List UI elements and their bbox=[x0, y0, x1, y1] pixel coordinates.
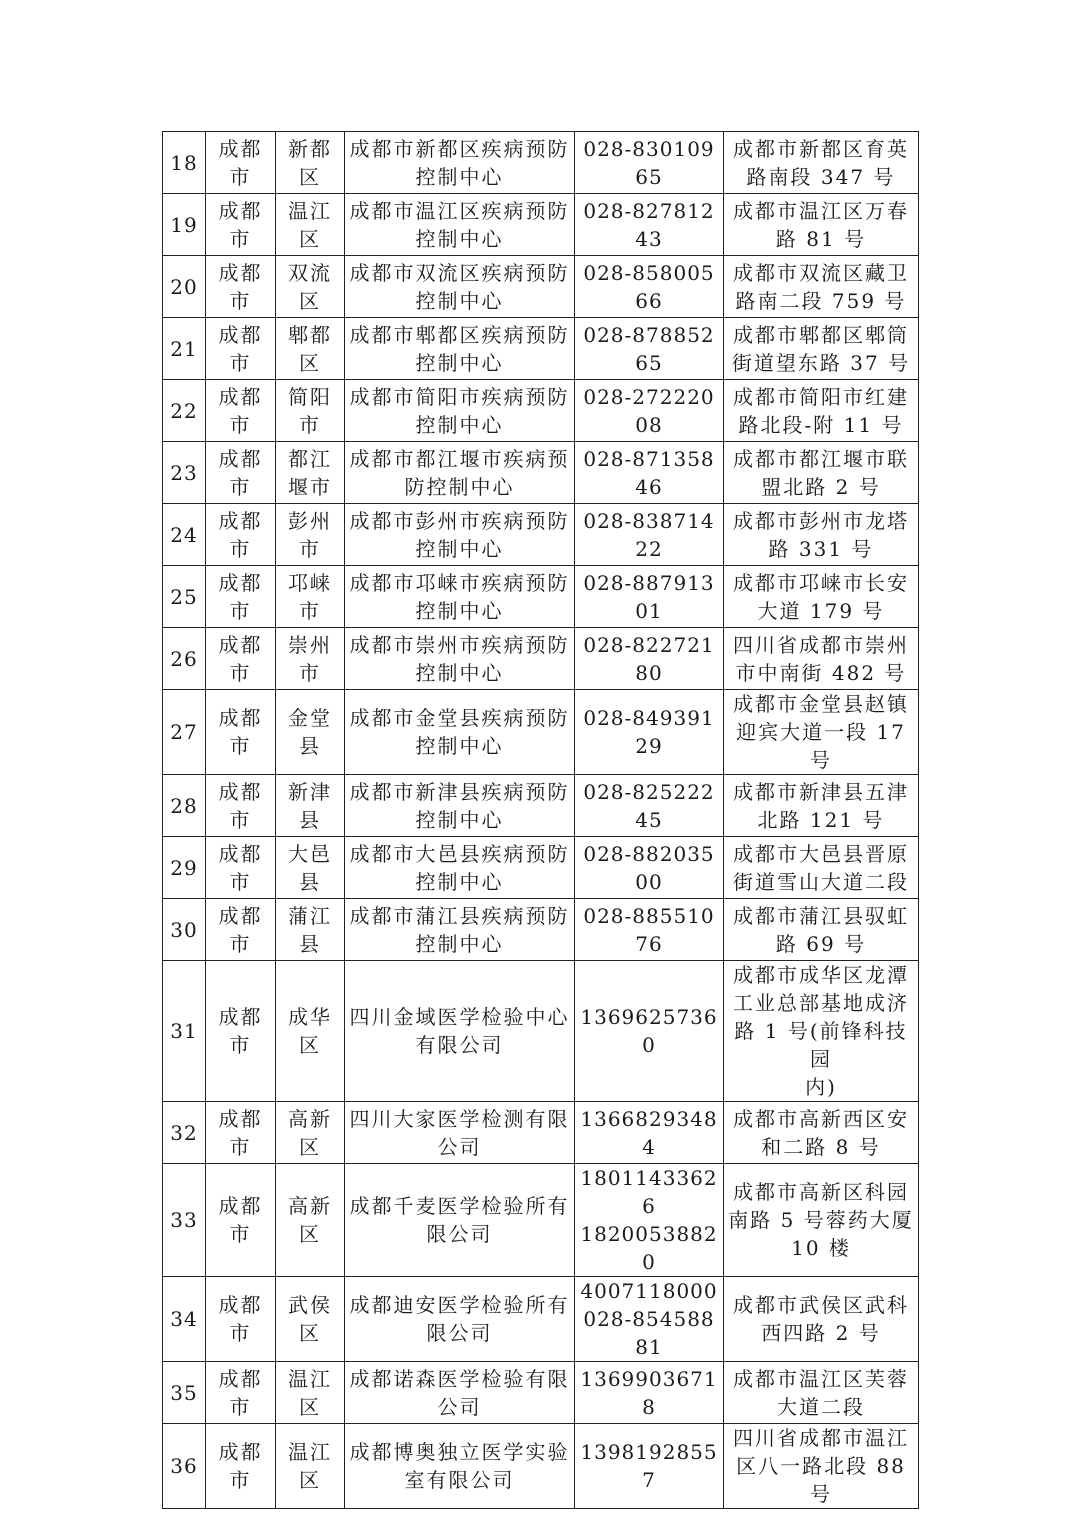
row-number: 22 bbox=[163, 380, 206, 442]
row-number: 24 bbox=[163, 504, 206, 566]
district-cell: 新都区 bbox=[276, 132, 345, 194]
address-line: 成都市温江区万春 bbox=[733, 198, 909, 223]
phone-cell bbox=[575, 961, 724, 1102]
organization-cell bbox=[345, 194, 575, 256]
row-number: 29 bbox=[163, 837, 206, 899]
city-cell: 成都市 bbox=[206, 504, 276, 566]
address-line: 北路 121 号 bbox=[757, 807, 885, 832]
table-row bbox=[163, 1424, 919, 1509]
phone-line: 028-85800566 bbox=[583, 260, 715, 313]
org-line: 成都市蒲江县疾病预防 bbox=[349, 903, 570, 928]
city-cell: 成都市 bbox=[206, 1362, 276, 1424]
address-cell bbox=[724, 194, 919, 256]
org-line: 限公司 bbox=[426, 1321, 493, 1345]
row-number: 34 bbox=[163, 1277, 206, 1362]
org-line: 四川大家医学检测有限 bbox=[349, 1106, 570, 1131]
org-line: 成都市郫都区疾病预防 bbox=[349, 322, 570, 347]
address-line: 路 331 号 bbox=[768, 536, 874, 561]
address-line: 四川省成都市崇州 bbox=[733, 632, 909, 657]
address-line: 成都市温江区芙蓉 bbox=[733, 1366, 909, 1391]
table-row bbox=[163, 690, 919, 775]
district-cell: 温江区 bbox=[276, 194, 345, 256]
org-line: 公司 bbox=[437, 1394, 482, 1419]
phone-line: 028-88791301 bbox=[583, 570, 715, 623]
organization-cell bbox=[345, 504, 575, 566]
district-cell: 武侯区 bbox=[276, 1277, 345, 1362]
district-cell: 崇州市 bbox=[276, 628, 345, 690]
organization-cell bbox=[345, 961, 575, 1102]
district-cell: 温江区 bbox=[276, 1424, 345, 1509]
org-line: 控制中心 bbox=[415, 350, 504, 375]
address-cell bbox=[724, 318, 919, 380]
address-line: 成都市邛崃市长安 bbox=[733, 570, 909, 595]
address-line: 成都市新都区育英 bbox=[733, 136, 909, 161]
org-line: 控制中心 bbox=[415, 734, 504, 758]
row-number: 33 bbox=[163, 1164, 206, 1277]
address-line: 成都市成华区龙潭 bbox=[733, 963, 909, 987]
organization-cell bbox=[345, 318, 575, 380]
city-cell: 成都市 bbox=[206, 690, 276, 775]
phone-line: 028-84939129 bbox=[583, 706, 715, 758]
row-number: 35 bbox=[163, 1362, 206, 1424]
row-number: 32 bbox=[163, 1102, 206, 1164]
row-number: 19 bbox=[163, 194, 206, 256]
organization-cell bbox=[345, 1102, 575, 1164]
org-line: 有限公司 bbox=[415, 1033, 504, 1057]
city-cell: 成都市 bbox=[206, 566, 276, 628]
row-number: 27 bbox=[163, 690, 206, 775]
phone-cell bbox=[575, 628, 724, 690]
city-cell: 成都市 bbox=[206, 1102, 276, 1164]
address-line: 迎宾大道一段 17 号 bbox=[736, 720, 906, 772]
phone-cell bbox=[575, 194, 724, 256]
phone-line: 028-82781243 bbox=[583, 198, 715, 251]
table-row bbox=[163, 132, 919, 194]
address-line: 路 81 号 bbox=[775, 226, 867, 251]
phone-line: 028-87135846 bbox=[583, 446, 715, 499]
address-cell bbox=[724, 961, 919, 1102]
phone-line: 18200538820 bbox=[580, 1222, 718, 1274]
phone-line: 028-88203500 bbox=[583, 841, 715, 894]
phone-line: 028-27222008 bbox=[583, 384, 715, 437]
address-cell bbox=[724, 1362, 919, 1424]
row-number: 21 bbox=[163, 318, 206, 380]
district-cell: 双流区 bbox=[276, 256, 345, 318]
row-number: 28 bbox=[163, 775, 206, 837]
org-line: 防控制中心 bbox=[404, 474, 515, 499]
address-line: 成都市郫都区郫筒 bbox=[733, 322, 909, 347]
address-line: 成都市金堂县赵镇 bbox=[733, 692, 909, 716]
org-line: 控制中心 bbox=[415, 931, 504, 956]
district-cell: 高新区 bbox=[276, 1164, 345, 1277]
district-cell: 邛崃市 bbox=[276, 566, 345, 628]
org-line: 成都诺森医学检验有限 bbox=[349, 1366, 570, 1391]
table-row bbox=[163, 566, 919, 628]
table-row bbox=[163, 1102, 919, 1164]
address-line: 成都市高新西区安 bbox=[733, 1106, 909, 1131]
org-line: 成都市新津县疾病预防 bbox=[349, 779, 570, 804]
address-line: 成都市彭州市龙塔 bbox=[733, 508, 909, 533]
phone-line: 028-88551076 bbox=[583, 903, 715, 956]
table-row bbox=[163, 194, 919, 256]
row-number: 36 bbox=[163, 1424, 206, 1509]
table-row bbox=[163, 442, 919, 504]
phone-cell bbox=[575, 837, 724, 899]
org-line: 控制中心 bbox=[415, 288, 504, 313]
table-row bbox=[163, 961, 919, 1102]
district-cell: 大邑县 bbox=[276, 837, 345, 899]
table-row bbox=[163, 380, 919, 442]
city-cell: 成都市 bbox=[206, 194, 276, 256]
address-cell bbox=[724, 1102, 919, 1164]
organization-cell bbox=[345, 628, 575, 690]
table-row bbox=[163, 628, 919, 690]
district-cell: 温江区 bbox=[276, 1362, 345, 1424]
address-cell bbox=[724, 1277, 919, 1362]
org-line: 控制中心 bbox=[415, 164, 504, 189]
address-cell bbox=[724, 442, 919, 504]
address-line: 成都市新津县五津 bbox=[733, 779, 909, 804]
org-line: 成都市金堂县疾病预防 bbox=[349, 706, 570, 730]
org-line: 限公司 bbox=[426, 1222, 493, 1246]
address-cell bbox=[724, 775, 919, 837]
address-cell bbox=[724, 628, 919, 690]
phone-line: 028-85458881 bbox=[583, 1307, 715, 1359]
address-line: 10 楼 bbox=[791, 1236, 851, 1260]
address-line: 成都市高新区科园 bbox=[733, 1180, 909, 1204]
phone-cell bbox=[575, 380, 724, 442]
address-line: 成都市武侯区武科 bbox=[733, 1293, 909, 1317]
row-number: 25 bbox=[163, 566, 206, 628]
address-line: 成都市双流区藏卫 bbox=[733, 260, 909, 285]
organization-cell bbox=[345, 442, 575, 504]
org-line: 控制中心 bbox=[415, 536, 504, 561]
city-cell: 成都市 bbox=[206, 442, 276, 504]
address-line: 四川省成都市温江 bbox=[733, 1426, 909, 1450]
city-cell: 成都市 bbox=[206, 775, 276, 837]
address-line: 市中南街 482 号 bbox=[735, 660, 907, 685]
phone-cell bbox=[575, 566, 724, 628]
city-cell: 成都市 bbox=[206, 318, 276, 380]
organization-cell bbox=[345, 690, 575, 775]
address-line: 街道雪山大道二段 bbox=[733, 869, 909, 894]
address-line: 和二路 8 号 bbox=[761, 1134, 881, 1159]
table-row bbox=[163, 899, 919, 961]
org-line: 室有限公司 bbox=[404, 1468, 515, 1492]
district-cell: 简阳市 bbox=[276, 380, 345, 442]
city-cell: 成都市 bbox=[206, 256, 276, 318]
district-cell: 金堂县 bbox=[276, 690, 345, 775]
district-cell: 蒲江县 bbox=[276, 899, 345, 961]
city-cell: 成都市 bbox=[206, 837, 276, 899]
address-cell bbox=[724, 566, 919, 628]
address-cell bbox=[724, 899, 919, 961]
phone-line: 028-82522245 bbox=[583, 779, 715, 832]
phone-cell bbox=[575, 899, 724, 961]
org-line: 成都市大邑县疾病预防 bbox=[349, 841, 570, 866]
org-line: 成都市新都区疾病预防 bbox=[349, 136, 570, 161]
city-cell: 成都市 bbox=[206, 961, 276, 1102]
address-line: 路南二段 759 号 bbox=[735, 288, 907, 313]
address-line: 区八一路北段 88 号 bbox=[736, 1454, 906, 1506]
phone-line: 18011433626 bbox=[580, 1166, 718, 1218]
phone-cell bbox=[575, 442, 724, 504]
address-line: 成都市简阳市红建 bbox=[733, 384, 909, 409]
table-row bbox=[163, 256, 919, 318]
organization-cell bbox=[345, 1277, 575, 1362]
district-cell: 彭州市 bbox=[276, 504, 345, 566]
address-line: 盟北路 2 号 bbox=[761, 474, 881, 499]
row-number: 31 bbox=[163, 961, 206, 1102]
district-cell: 新津县 bbox=[276, 775, 345, 837]
org-line: 控制中心 bbox=[415, 412, 504, 437]
organization-cell bbox=[345, 1164, 575, 1277]
address-line: 路北段-附 11 号 bbox=[738, 412, 904, 437]
org-line: 成都迪安医学检验所有 bbox=[349, 1293, 570, 1317]
phone-cell bbox=[575, 132, 724, 194]
city-cell: 成都市 bbox=[206, 380, 276, 442]
city-cell: 成都市 bbox=[206, 899, 276, 961]
address-line: 路 1 号(前锋科技园 bbox=[734, 1019, 908, 1071]
organization-cell bbox=[345, 132, 575, 194]
district-cell: 都江堰市 bbox=[276, 442, 345, 504]
city-cell: 成都市 bbox=[206, 132, 276, 194]
table-row bbox=[163, 837, 919, 899]
city-cell: 成都市 bbox=[206, 1424, 276, 1509]
organization-cell bbox=[345, 899, 575, 961]
phone-cell bbox=[575, 1164, 724, 1277]
address-cell bbox=[724, 256, 919, 318]
organization-cell bbox=[345, 837, 575, 899]
address-line: 南路 5 号蓉药大厦 bbox=[728, 1208, 914, 1232]
address-cell bbox=[724, 504, 919, 566]
address-cell bbox=[724, 1164, 919, 1277]
organization-cell bbox=[345, 1362, 575, 1424]
phone-line: 13981928557 bbox=[580, 1440, 718, 1492]
org-line: 控制中心 bbox=[415, 869, 504, 894]
address-line: 大道 179 号 bbox=[757, 598, 885, 623]
org-line: 控制中心 bbox=[415, 226, 504, 251]
org-line: 控制中心 bbox=[415, 807, 504, 832]
address-line: 成都市蒲江县驭虹 bbox=[733, 903, 909, 928]
table-row bbox=[163, 1362, 919, 1424]
phone-cell bbox=[575, 504, 724, 566]
address-line: 内) bbox=[805, 1075, 837, 1099]
phone-line: 028-87885265 bbox=[583, 322, 715, 375]
org-line: 成都市都江堰市疾病预 bbox=[349, 446, 570, 471]
org-line: 成都博奥独立医学实验 bbox=[349, 1440, 570, 1464]
org-line: 成都市简阳市疾病预防 bbox=[349, 384, 570, 409]
address-cell bbox=[724, 690, 919, 775]
phone-cell bbox=[575, 690, 724, 775]
org-line: 成都市崇州市疾病预防 bbox=[349, 632, 570, 657]
table-row bbox=[163, 1277, 919, 1362]
address-line: 街道望东路 37 号 bbox=[731, 350, 911, 375]
org-line: 控制中心 bbox=[415, 660, 504, 685]
address-line: 西四路 2 号 bbox=[761, 1321, 881, 1345]
table-row bbox=[163, 1164, 919, 1277]
table-row bbox=[163, 504, 919, 566]
org-line: 成都千麦医学检验所有 bbox=[349, 1194, 570, 1218]
table-row bbox=[163, 318, 919, 380]
address-line: 成都市都江堰市联 bbox=[733, 446, 909, 471]
phone-line: 4007118000 bbox=[580, 1279, 718, 1303]
address-cell bbox=[724, 837, 919, 899]
row-number: 18 bbox=[163, 132, 206, 194]
organization-cell bbox=[345, 775, 575, 837]
phone-cell bbox=[575, 1362, 724, 1424]
table-body bbox=[163, 132, 919, 1509]
phone-cell bbox=[575, 1277, 724, 1362]
address-line: 路南段 347 号 bbox=[746, 164, 896, 189]
address-line: 工业总部基地成济 bbox=[733, 991, 909, 1015]
org-line: 公司 bbox=[437, 1134, 482, 1159]
address-cell bbox=[724, 1424, 919, 1509]
row-number: 20 bbox=[163, 256, 206, 318]
phone-line: 13696257360 bbox=[580, 1005, 718, 1057]
phone-cell bbox=[575, 318, 724, 380]
city-cell: 成都市 bbox=[206, 628, 276, 690]
address-line: 路 69 号 bbox=[775, 931, 867, 956]
district-cell: 成华区 bbox=[276, 961, 345, 1102]
org-line: 成都市彭州市疾病预防 bbox=[349, 508, 570, 533]
phone-line: 028-82272180 bbox=[583, 632, 715, 685]
table-row bbox=[163, 775, 919, 837]
address-line: 大道二段 bbox=[777, 1394, 865, 1419]
phone-line: 13668293484 bbox=[580, 1106, 718, 1159]
org-line: 成都市温江区疾病预防 bbox=[349, 198, 570, 223]
phone-line: 13699036718 bbox=[580, 1366, 718, 1419]
org-line: 控制中心 bbox=[415, 598, 504, 623]
org-line: 成都市双流区疾病预防 bbox=[349, 260, 570, 285]
district-cell: 高新区 bbox=[276, 1102, 345, 1164]
org-line: 成都市邛崃市疾病预防 bbox=[349, 570, 570, 595]
organization-cell bbox=[345, 1424, 575, 1509]
organization-cell bbox=[345, 380, 575, 442]
district-cell: 郫都区 bbox=[276, 318, 345, 380]
phone-cell bbox=[575, 1424, 724, 1509]
phone-line: 028-83010965 bbox=[583, 136, 715, 189]
organization-cell bbox=[345, 566, 575, 628]
row-number: 23 bbox=[163, 442, 206, 504]
address-cell bbox=[724, 380, 919, 442]
address-cell bbox=[724, 132, 919, 194]
org-line: 四川金域医学检验中心 bbox=[349, 1005, 570, 1029]
phone-cell bbox=[575, 775, 724, 837]
city-cell: 成都市 bbox=[206, 1164, 276, 1277]
phone-cell bbox=[575, 256, 724, 318]
row-number: 26 bbox=[163, 628, 206, 690]
row-number: 30 bbox=[163, 899, 206, 961]
address-line: 成都市大邑县晋原 bbox=[733, 841, 909, 866]
organization-cell bbox=[345, 256, 575, 318]
city-cell: 成都市 bbox=[206, 1277, 276, 1362]
phone-cell bbox=[575, 1102, 724, 1164]
phone-line: 028-83871422 bbox=[583, 508, 715, 561]
institution-table bbox=[162, 131, 919, 1509]
